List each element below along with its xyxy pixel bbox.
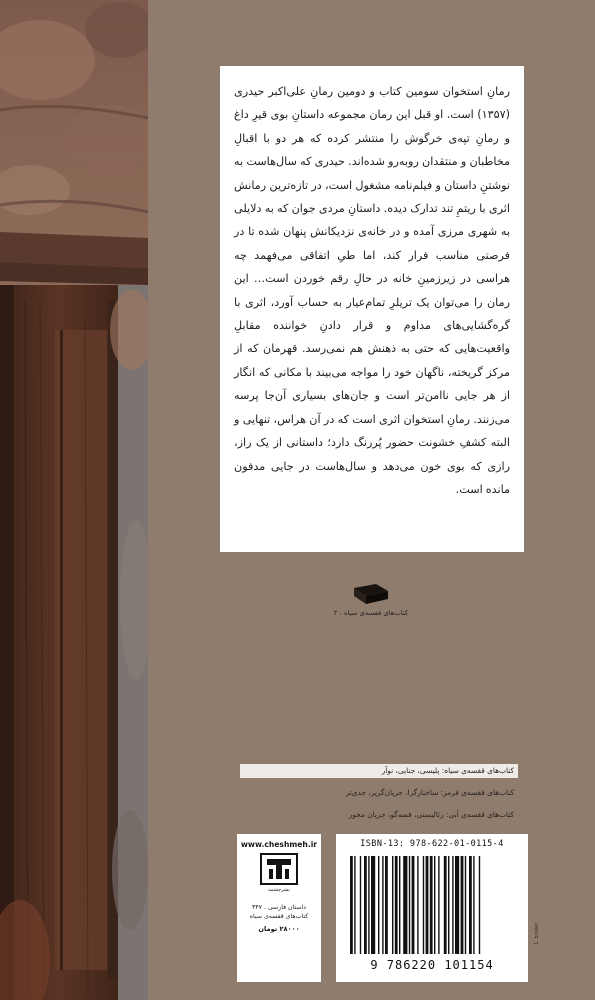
cheshmeh-logo-icon	[260, 853, 298, 885]
series-item-black: کتاب‌های قفسه‌ی سیاه: پلیسی، جنایی، نوآر	[240, 764, 518, 778]
series-logo	[316, 578, 426, 617]
publisher-name: نشرچشمه	[268, 887, 290, 893]
category-line-1: داستان فارسی . ۳۴۷	[252, 904, 306, 911]
cover-photo-stone-wall-door	[0, 0, 148, 1000]
publisher-box	[237, 834, 321, 982]
series-caption: کتاب‌های قفسه‌ی سیاه . ۲	[333, 609, 409, 617]
isbn-label: ISBN-13: 978-622-01-0115-4	[360, 839, 504, 849]
barcode-digits: 9 786220 101154	[370, 958, 494, 972]
blurb-text: رمانِ استخوان سومین کتاب و دومین رمانِ علی‌اکبر حیدری (۱۳۵۷) است. او قبل این رمان مجموعه داستانِ بوی قیرِ داغ و رمانِ تپه‌ی خرگوش را منتشر کرده که هر دو با اقبالِ مخاطبان و منتقدان روبه‌رو شده‌اند. حیدری که سال‌هاست به نوشتنِ داستان و فیلم‌نامه مشغول است، در تازه‌ترین رمانش اثری با ریتمِ تند تدارک دیده. داستانِ مردی جوان که به دلایلی به شهری مرزی آمده و در خانه‌ی نزدیکانش پنهان شده تا در فرصتی مناسب فرار کند، اما طیِ اتفاقی می‌فهمد چه هراسی در زیرزمینِ خانه در حالِ رقم خوردن است… این رمان را می‌توان یک تریلرِ تمام‌عیار به حساب آورد، اثری با گره‌گشایی‌های مداوم و قرار دادنِ خواننده مقابلِ واقعیت‌هایی که حتی به ذهنش هم نمی‌رسد. قهرمان که از مرکز گریخته، ناگهان خود را مواجه می‌بیند با مکانی که انگار از هر جایی ناامن‌تر است و جان‌های بسیاری آن‌جا پرسه می‌زنند. رمانِ استخوان اثری است که در آن هراس، تنهایی و البته کشفِ خشونت حضور پُررنگ دارد؛ داستانی از یک راز، رازی که بوی خون می‌دهد و سال‌هاست در جایی مدفون مانده است.	[234, 85, 510, 496]
price: ۲۸۰۰۰ تومان	[258, 925, 300, 933]
series-list	[240, 764, 518, 831]
barcode	[346, 856, 518, 956]
blurb-box	[220, 66, 524, 552]
back-cover-panel	[148, 0, 595, 1000]
publisher-website: www.cheshmeh.ir	[240, 840, 318, 849]
book-category	[237, 903, 321, 921]
category-line-2: کتاب‌های قفسه‌ی سیاه	[249, 913, 309, 920]
print-code: 1. broker	[534, 922, 540, 945]
series-item-red: کتاب‌های قفسه‌ی قرمز: ساختارگرا، جریان‌گریز، جدی‌تر	[345, 788, 514, 797]
isbn-box	[336, 834, 528, 982]
black-shelf-icon	[350, 578, 392, 606]
series-item-blue: کتاب‌های قفسه‌ی آبی: رئالیستی، قصه‌گو، جریان محور	[348, 810, 514, 819]
